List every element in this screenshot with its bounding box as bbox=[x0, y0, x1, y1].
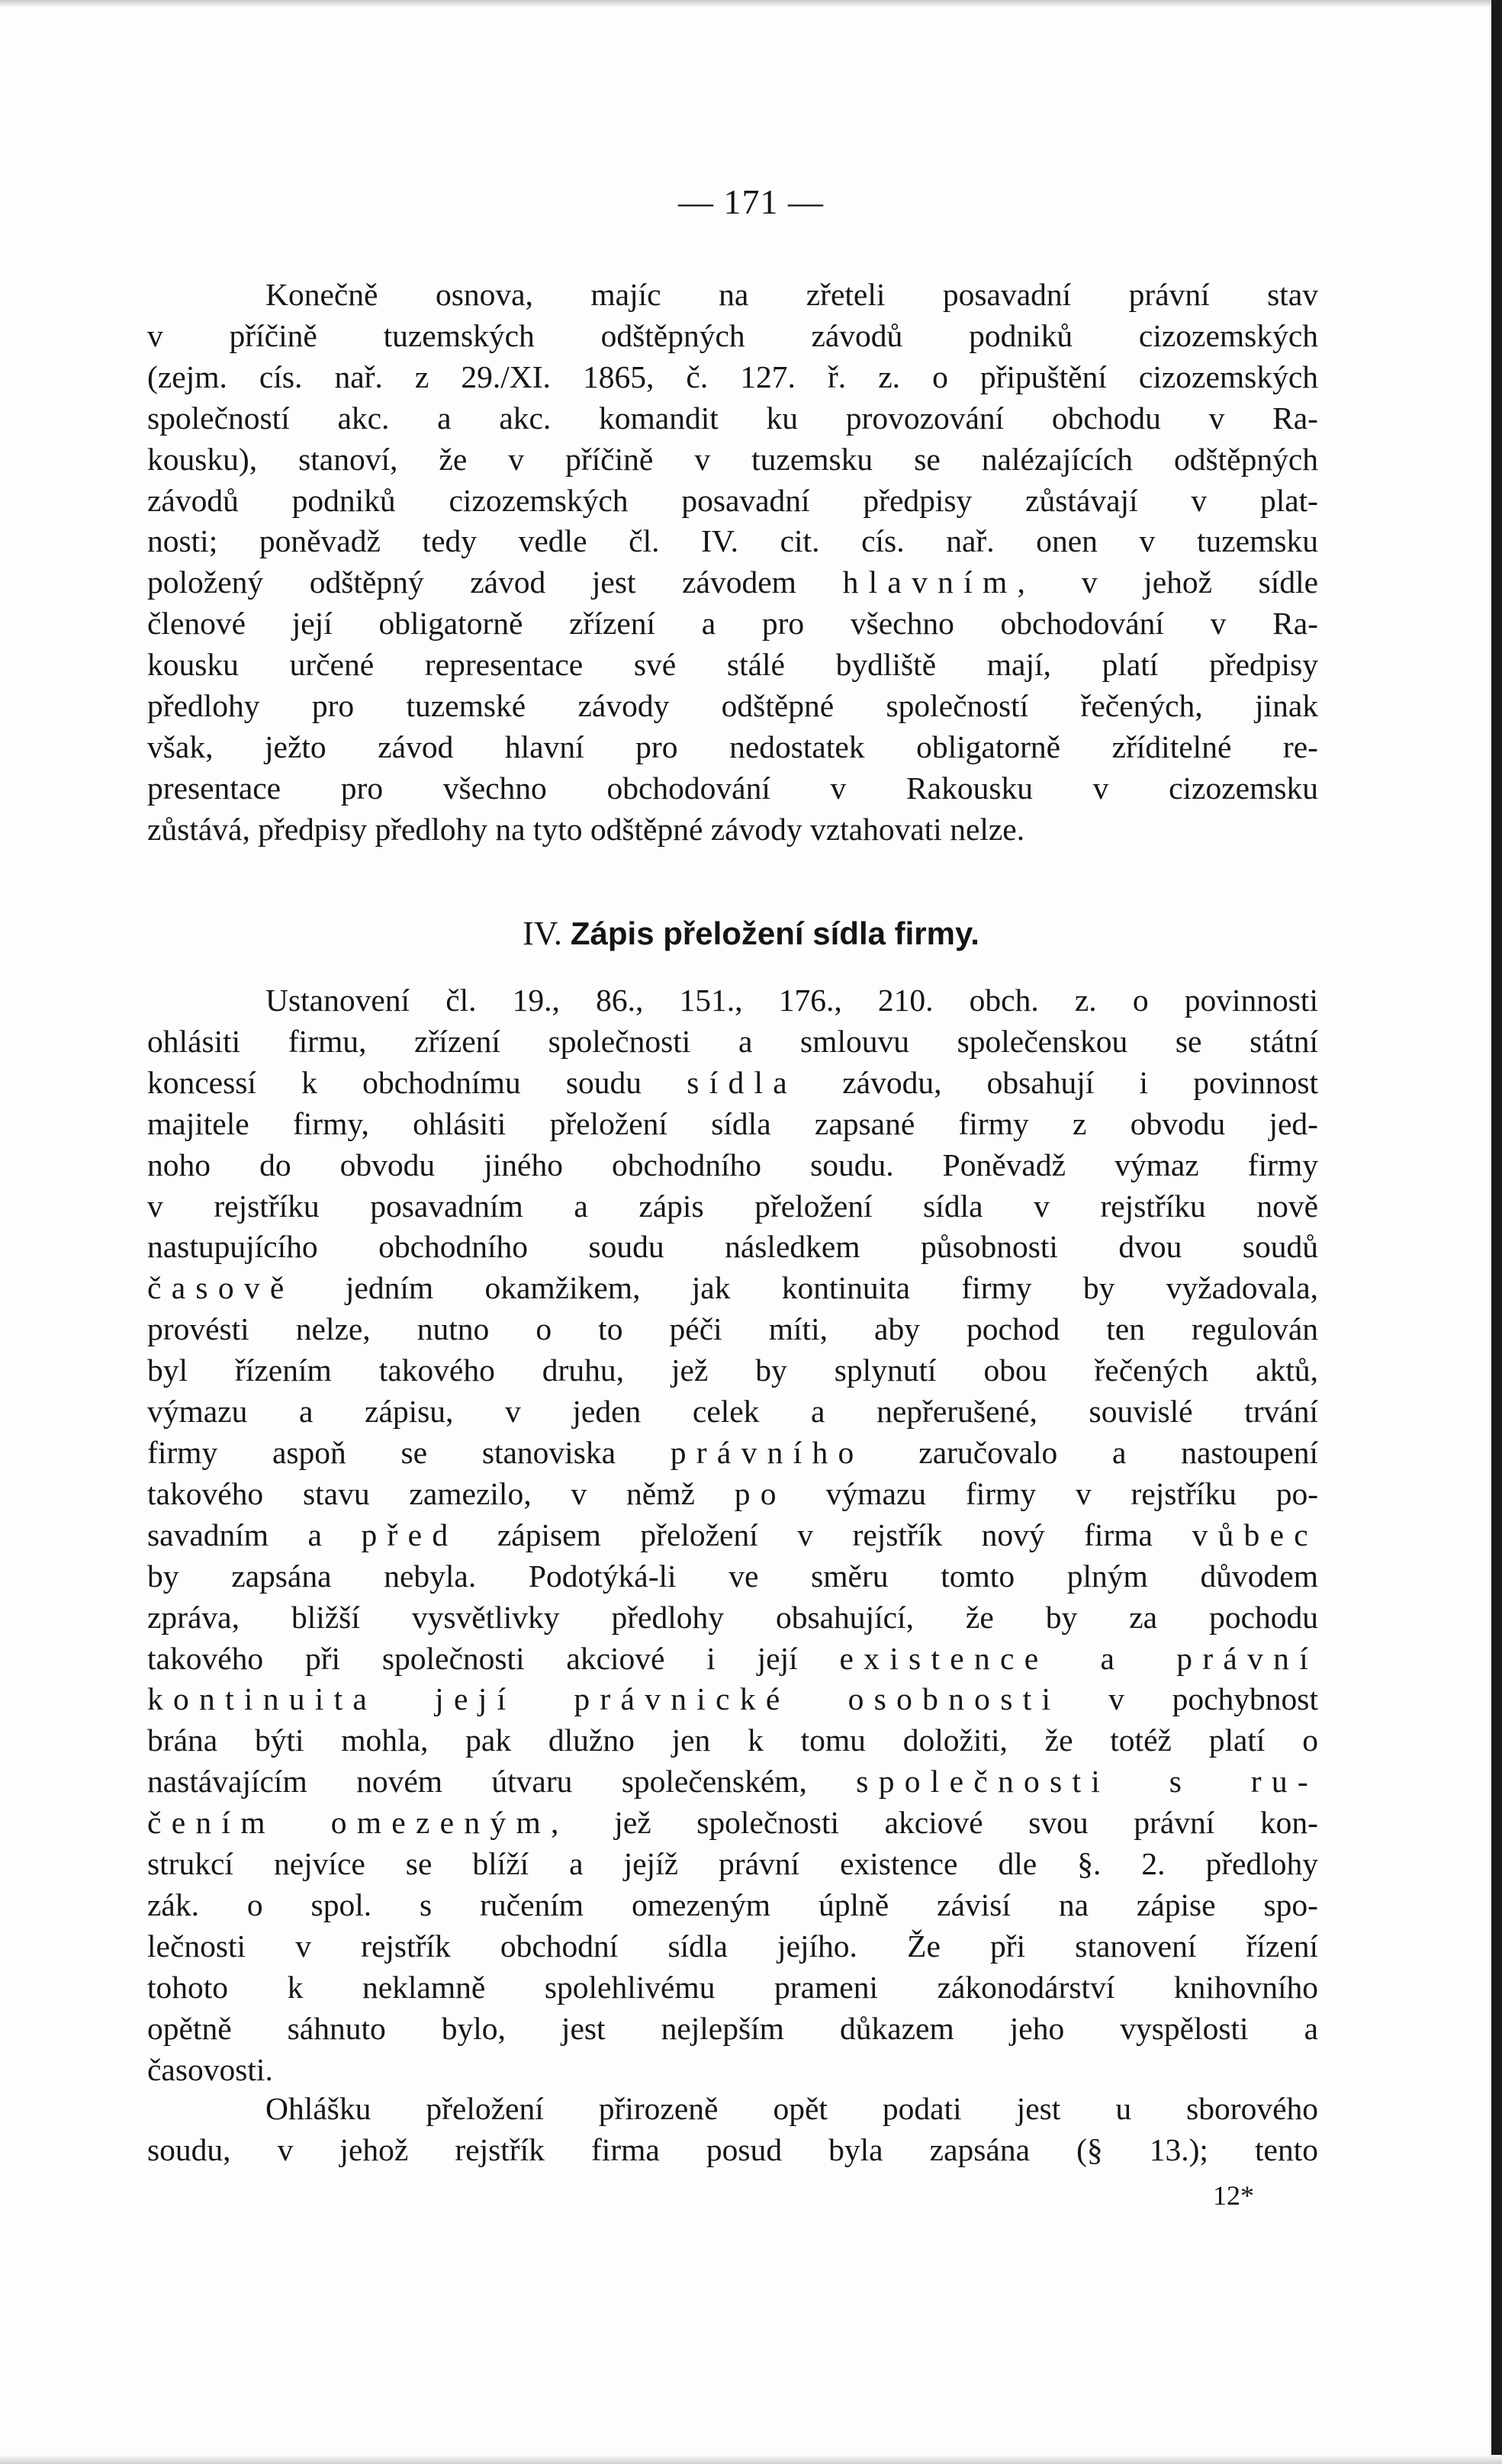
text-line bbox=[147, 1679, 1318, 1720]
text-run: nastávajícím novém útvaru společenském, bbox=[147, 1764, 807, 1800]
text-run: jež společnosti akciové svou právní kon- bbox=[614, 1805, 1319, 1841]
text-line: soudu, v jehož rejstřík firma posud byla zapsána (§ 13.); tento bbox=[147, 2131, 1318, 2167]
text-line bbox=[147, 1761, 1318, 1803]
text-run: závodu, obsahují i povinnost bbox=[842, 1064, 1318, 1100]
text-run: zaručovalo a nastoupení bbox=[918, 1434, 1319, 1470]
text-line: ohlásiti firmu, zřízení společnosti a smlouvu společenskou se státní bbox=[147, 1023, 1318, 1059]
text-line: strukcí nejvíce se blíží a jejíž právní existence dle §. 2. předlohy bbox=[147, 1846, 1318, 1882]
text-line: byl řízením takového druhu, jež by splynutí obou řečených aktů, bbox=[147, 1353, 1318, 1388]
spaced-emphasis: sídla bbox=[687, 1064, 797, 1100]
text-run: v jehož sídle bbox=[1081, 565, 1319, 600]
paragraph-3 bbox=[147, 2089, 1318, 2171]
text-line: Ustanovení čl. 19., 86., 151., 176., 210. obch. z. o povinnosti bbox=[265, 983, 1318, 1018]
text-run: koncessí k obchodnímu soudu bbox=[147, 1064, 642, 1100]
text-line: nosti; poněvadž tedy vedle čl. IV. cit. cís. nař. onen v tuzemsku bbox=[147, 523, 1318, 559]
text-line bbox=[147, 1515, 1318, 1556]
text-line: v příčině tuzemských odštěpných závodů podniků cizozemských bbox=[147, 317, 1318, 353]
section-number: IV. bbox=[523, 915, 562, 952]
text-line: výmazu a zápisu, v jeden celek a nepřerušené, souvislé trvání bbox=[147, 1394, 1318, 1430]
text-line: závodů podniků cizozemských posavadní předpisy zůstávají v plat- bbox=[147, 482, 1318, 518]
text-run: v pochybnost bbox=[1108, 1681, 1318, 1717]
spaced-emphasis: časově bbox=[147, 1270, 294, 1306]
text-line: nastupujícího obchodního soudu následkem působnosti dvou soudů bbox=[147, 1229, 1318, 1265]
text-run: jedním okamžikem, jak kontinuita firmy by vyžadovala, bbox=[345, 1270, 1318, 1306]
text-line: kousku), stanoví, že v příčině v tuzemsku se nalézajících odštěpných bbox=[147, 441, 1318, 477]
spaced-emphasis: před bbox=[361, 1517, 458, 1552]
text-line: presentace pro všechno obchodování v Rakousku v cizozemsku bbox=[147, 770, 1318, 806]
paragraph-2 bbox=[147, 980, 1318, 2090]
signature-mark: 12* bbox=[1213, 2180, 1254, 2211]
text-line: (zejm. cís. nař. z 29./XI. 1865, č. 127. ř. z. o připuštění cizozemských bbox=[147, 359, 1318, 394]
paragraph-1 bbox=[147, 275, 1318, 851]
text-line bbox=[147, 1063, 1318, 1104]
page-number: — 171 — bbox=[678, 182, 824, 221]
text-line: noho do obvodu jiného obchodního soudu. Poněvadž výmaz firmy bbox=[147, 1147, 1318, 1182]
text-line: tohoto k neklamně spolehlivému prameni zákonodárství knihovního bbox=[147, 1969, 1318, 2005]
text-run: takového stavu zamezilo, v němž bbox=[147, 1475, 695, 1511]
text-line: v rejstříku posavadním a zápis přeložení sídla v rejstříku nově bbox=[147, 1188, 1318, 1224]
text-line bbox=[147, 1433, 1318, 1474]
text-line: časovosti. bbox=[147, 2051, 273, 2087]
text-run: výmazu firmy v rejstříku po- bbox=[825, 1475, 1319, 1511]
spaced-emphasis: hlavním, bbox=[842, 565, 1036, 600]
section-heading bbox=[0, 914, 1502, 953]
text-run: firmy aspoň se stanoviska bbox=[147, 1434, 616, 1470]
scan-edge-right bbox=[1491, 0, 1502, 2464]
text-line: by zapsána nebyla. Podotýká-li ve směru tomto plným důvodem bbox=[147, 1558, 1318, 1594]
text-line bbox=[147, 1803, 1318, 1844]
spaced-emphasis: vůbec bbox=[1192, 1517, 1318, 1552]
spaced-emphasis: čením omezeným, bbox=[147, 1805, 569, 1841]
text-line: Konečně osnova, majíc na zřeteli posavadní právní stav bbox=[265, 277, 1318, 312]
text-run: zápisem přeložení v rejstřík nový firma bbox=[497, 1517, 1153, 1552]
text-line: provésti nelze, nutno o to péči míti, aby pochod ten regulován bbox=[147, 1311, 1318, 1347]
text-line: Ohlášku přeložení přirozeně opět podati jest u sborového bbox=[265, 2091, 1318, 2126]
text-line: kousku určené representace své stálé bydliště mají, platí předpisy bbox=[147, 647, 1318, 683]
text-line: zpráva, bližší vysvětlivky předlohy obsahující, že by za pochodu bbox=[147, 1599, 1318, 1635]
text-line: majitele firmy, ohlásiti přeložení sídla zapsané firmy z obvodu jed- bbox=[147, 1105, 1318, 1141]
text-line: členové její obligatorně zřízení a pro všechno obchodování v Ra- bbox=[147, 606, 1318, 642]
text-run: savadním a bbox=[147, 1517, 322, 1552]
spaced-emphasis: právního bbox=[670, 1434, 864, 1470]
text-line: zůstává, předpisy předlohy na tyto odštěpné závody vztahovati nelze. bbox=[147, 811, 1025, 847]
text-line bbox=[147, 1268, 1318, 1309]
text-line bbox=[147, 1639, 1318, 1680]
text-line: však, ježto závod hlavní pro nedostatek obligatorně zříditelné re- bbox=[147, 729, 1318, 764]
spaced-emphasis: existence a právní bbox=[839, 1640, 1319, 1676]
text-line: společností akc. a akc. komandit ku provozování obchodu v Ra- bbox=[147, 400, 1318, 436]
scan-edge-bottom bbox=[0, 2455, 1502, 2464]
text-line bbox=[147, 1474, 1318, 1515]
text-line bbox=[147, 562, 1318, 603]
spaced-emphasis: společnosti s ru- bbox=[856, 1764, 1319, 1800]
text-run: takového při společnosti akciové i její bbox=[147, 1640, 798, 1676]
section-title: Zápis přeložení sídla firmy. bbox=[570, 915, 979, 951]
spaced-emphasis: kontinuita její právnické osobnosti bbox=[147, 1681, 1061, 1717]
text-line: lečnosti v rejstřík obchodní sídla jejího. Že při stanovení řízení bbox=[147, 1928, 1318, 1964]
text-line: zák. o spol. s ručením omezeným úplně závisí na zápise spo- bbox=[147, 1887, 1318, 1922]
text-line: opětně sáhnuto bylo, jest nejlepším důkazem jeho vyspělosti a bbox=[147, 2010, 1318, 2046]
text-line: brána býti mohla, pak dlužno jen k tomu doložiti, že totéž platí o bbox=[147, 1723, 1318, 1758]
scan-edge-top bbox=[0, 0, 1502, 8]
spaced-emphasis: po bbox=[734, 1475, 786, 1511]
text-run: položený odštěpný závod jest závodem bbox=[147, 565, 796, 600]
text-line: předlohy pro tuzemské závody odštěpné společností řečených, jinak bbox=[147, 688, 1318, 724]
